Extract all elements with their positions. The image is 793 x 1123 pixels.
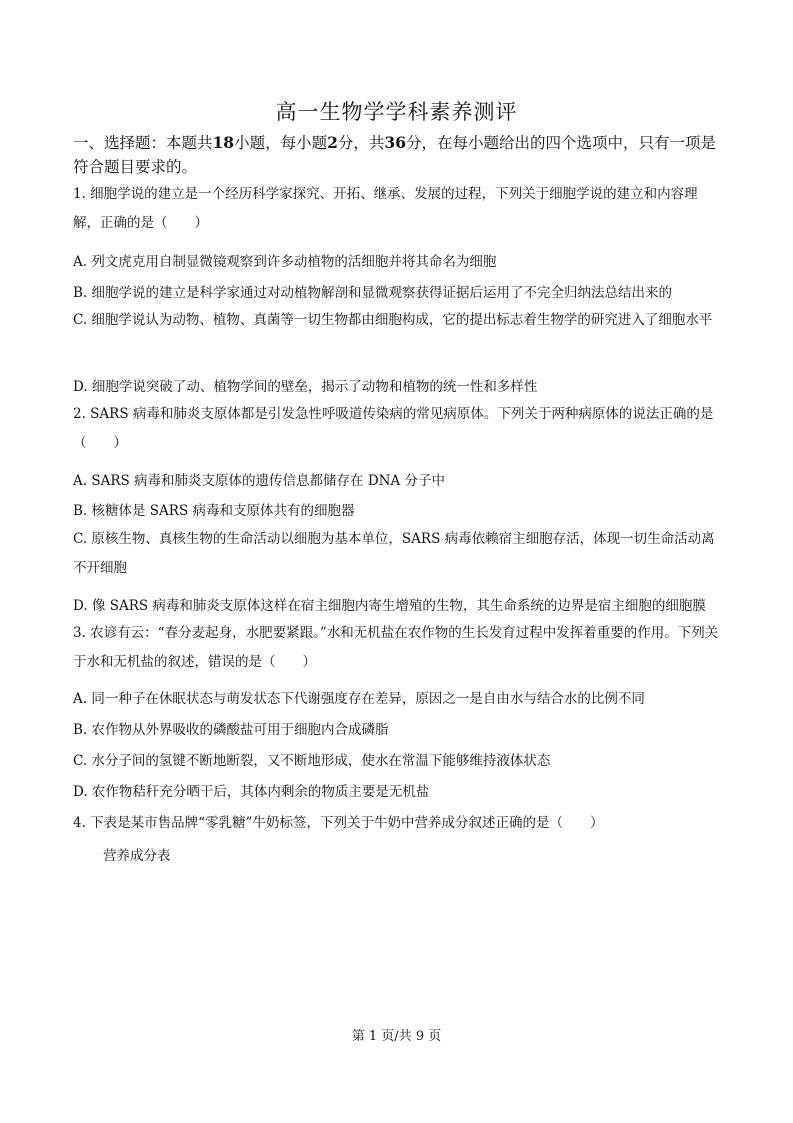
nutrition-table-title: 营养成分表 [103,848,171,864]
question-3-stem: 3. 农谚有云：“春分麦起身，水肥要紧跟。”水和无机盐在农作物的生长发育过程中发挥着重要的作用。下列关于水和无机盐的叙述，错误的是（ ） [73,625,719,670]
total-points: 36 [384,133,406,152]
question-2-option-c: C. 原核生物、真核生物的生命活动以细胞为基本单位，SARS 病毒依赖宿主细胞存活，体现一切生命活动离不开细胞 [73,531,715,576]
section-text-3: 分，共 [337,134,385,152]
question-3-option-c: C. 水分子间的氢键不断地断裂，又不断地形成，使水在常温下能够维持液体状态 [73,753,551,769]
question-1-stem: 1. 细胞学说的建立是一个经历科学家探究、开拓、继承、发展的过程，下列关于细胞学说的建立和内容理解，正确的是（ ） [73,186,698,231]
question-3-option-d: D. 农作物秸秆充分晒干后，其体内剩余的物质主要是无机盐 [73,784,430,800]
question-1-option-d: D. 细胞学说突破了动、植物学间的壁垒，揭示了动物和植物的统一性和多样性 [73,379,538,395]
section-text-4: 分，在每小题给出的四个选项中，只有一项是符合题目要求的。 [73,134,717,176]
section-text-1: 一、选择题：本题共 [73,134,213,152]
question-1-option-c: C. 细胞学说认为动物、植物、真菌等一切生物都由细胞构成，它的提出标志着生物学的研究进入了细胞水平 [73,312,713,328]
question-2-option-a: A. SARS 病毒和肺炎支原体的遗传信息都储存在 DNA 分子中 [73,473,446,489]
question-2-stem: 2. SARS 病毒和肺炎支原体都是引发急性呼吸道传染病的常见病原体。下列关于两种病原体的说法正确的是（ ） [73,406,714,451]
section-text-2: 小题，每小题 [234,134,328,152]
question-3-option-a: A. 同一种子在休眠状态与萌发状态下代谢强度存在差异，原因之一是自由水与结合水的比例不同 [73,691,645,707]
points-each: 2 [327,133,338,152]
question-2-option-b: B. 核糖体是 SARS 病毒和支原体共有的细胞器 [73,503,355,519]
question-1-option-a: A. 列文虎克用自制显微镜观察到许多动植物的活细胞并将其命名为细胞 [73,254,497,270]
question-1-option-b: B. 细胞学说的建立是科学家通过对动植物解剖和显微观察获得证据后运用了不完全归纳法总结出来的 [73,285,673,301]
question-3-option-b: B. 农作物从外界吸收的磷酸盐可用于细胞内合成磷脂 [73,722,389,738]
page-title: 高一生物学学科素养测评 [275,100,518,124]
question-2-option-d: D. 像 SARS 病毒和肺炎支原体这样在宿主细胞内寄生增殖的生物，其生命系统的边界是宿主细胞的细胞膜 [73,598,706,614]
num-questions: 18 [212,133,235,152]
page-footer: 第 1 页/共 9 页 [351,1029,442,1044]
question-4-stem: 4. 下表是某市售品牌“零乳糖”牛奶标签，下列关于牛奶中营养成分叙述正确的是（ ） [73,815,604,831]
section-heading [73,131,723,179]
